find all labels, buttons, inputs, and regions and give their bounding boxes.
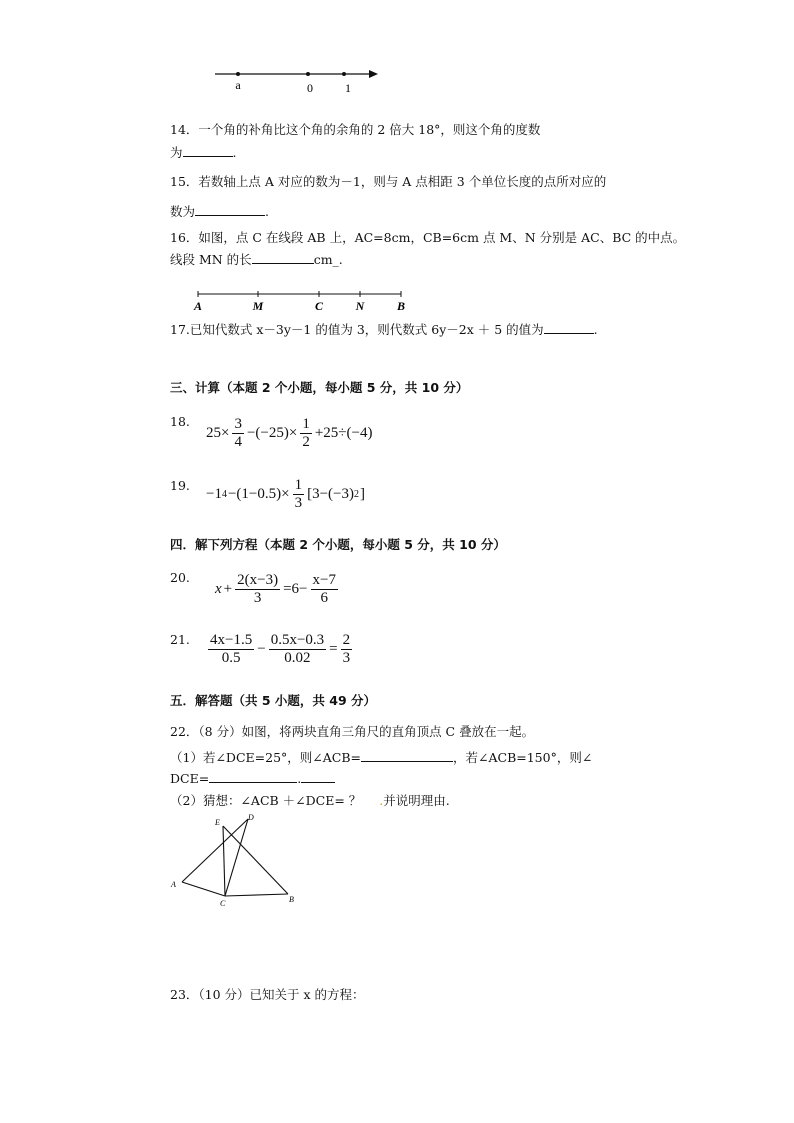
section3-title: 三、计算（本题 2 个小题，每小题 5 分，共 10 分） <box>170 380 469 395</box>
q19-expression: −1 4 −(1−0.5)× $\frac{1}{3}$ [3−(−3) 2 ] <box>206 477 365 511</box>
q22-accent-dot: . <box>379 793 384 808</box>
label-D: D <box>248 813 254 822</box>
q15-line2 <box>170 202 269 220</box>
label-zero: 0 <box>307 81 313 95</box>
q18-expression: 25× $\frac{3}{4}$ −(−25)× $\frac{1}{2}$ +25÷(−4) <box>206 416 373 450</box>
label-one: 1 <box>345 81 351 95</box>
q15-answer-blank[interactable] <box>195 203 265 216</box>
right-triangles-figure <box>168 812 308 908</box>
q15-prefix: 数为 <box>170 204 196 219</box>
q16-answer-blank[interactable] <box>252 251 314 264</box>
label-C: C <box>314 299 324 313</box>
q21-number: 21. <box>170 632 190 647</box>
q20-number: 20. <box>170 570 190 585</box>
q17-text: 17.已知代数式 x－3y－1 的值为 3，则代数式 6y－2x ＋ 5 的值为 <box>170 322 544 337</box>
q19-number: 19. <box>170 478 190 493</box>
q22-line3: DCE= . <box>170 770 335 786</box>
label-M: M <box>252 299 264 313</box>
q14-suffix: . <box>232 145 237 160</box>
q22-acb-blank[interactable] <box>361 749 453 762</box>
q17 <box>170 320 598 338</box>
point-a <box>236 72 240 76</box>
q23-line1: 23．（10 分）已知关于 x 的方程： <box>170 987 365 1002</box>
point-one <box>342 72 346 76</box>
q15-suffix: . <box>265 204 269 219</box>
q16-suffix: cm_. <box>313 252 343 267</box>
q14-line2 <box>170 143 237 161</box>
q22-dce-blank[interactable] <box>209 770 297 783</box>
number-line-arrow <box>369 70 378 78</box>
q16-line1: 16．如图，点 C 在线段 AB 上，AC=8cm，CB=6cm 点 M、N 分别是 AC、BC 的中点。 <box>170 230 686 245</box>
label-A: A <box>193 299 203 313</box>
q16-prefix: 线段 MN 的长 <box>170 252 252 267</box>
label-B-tri: B <box>289 895 294 904</box>
segment-figure <box>188 288 413 314</box>
q20-expression: x + $\frac{2(x-3)}{3}$ =6− $\frac{x-7}{6}$ <box>215 572 336 606</box>
q14-answer-blank[interactable] <box>183 144 233 157</box>
q22-line4: （2）猜想：∠ACB ＋∠DCE= ？ .并说明理由. <box>170 793 450 808</box>
q21-expression: $\frac{4x-1.5}{0.5}$ − $\frac{0.5x-0.3}{0.02}$ = $\frac{2}{3}$ <box>210 632 351 666</box>
label-C-tri: C <box>220 899 226 908</box>
q15-line1: 15．若数轴上点 A 对应的数为－1，则与 A 点相距 3 个单位长度的点所对应的 <box>170 174 607 189</box>
q14-prefix: 为 <box>170 145 183 160</box>
point-zero <box>306 72 310 76</box>
q22-line1: 22．（8 分）如图，将两块直角三角尺的直角顶点 C 叠放在一起。 <box>170 724 535 739</box>
q14-line1: 14．一个角的补角比这个角的余角的 2 倍大 18°，则这个角的度数 <box>170 122 541 137</box>
label-a: a <box>235 78 241 92</box>
label-B: B <box>396 299 406 313</box>
q17-suffix: . <box>593 322 598 337</box>
label-E: E <box>215 818 220 827</box>
section4-title: 四．解下列方程（本题 2 个小题，每小题 5 分，共 10 分） <box>170 537 506 552</box>
q17-answer-blank[interactable] <box>544 321 594 334</box>
number-line-figure <box>210 62 385 98</box>
label-A-tri: A <box>171 880 176 889</box>
q16-line2 <box>170 250 343 268</box>
q18-number: 18. <box>170 414 190 429</box>
section5-title: 五．解答题（共 5 小题，共 49 分） <box>170 693 377 708</box>
q22-line2: （1）若∠DCE=25°，则∠ACB= ，若∠ACB=150°，则∠ <box>170 750 593 765</box>
label-N: N <box>355 299 365 313</box>
